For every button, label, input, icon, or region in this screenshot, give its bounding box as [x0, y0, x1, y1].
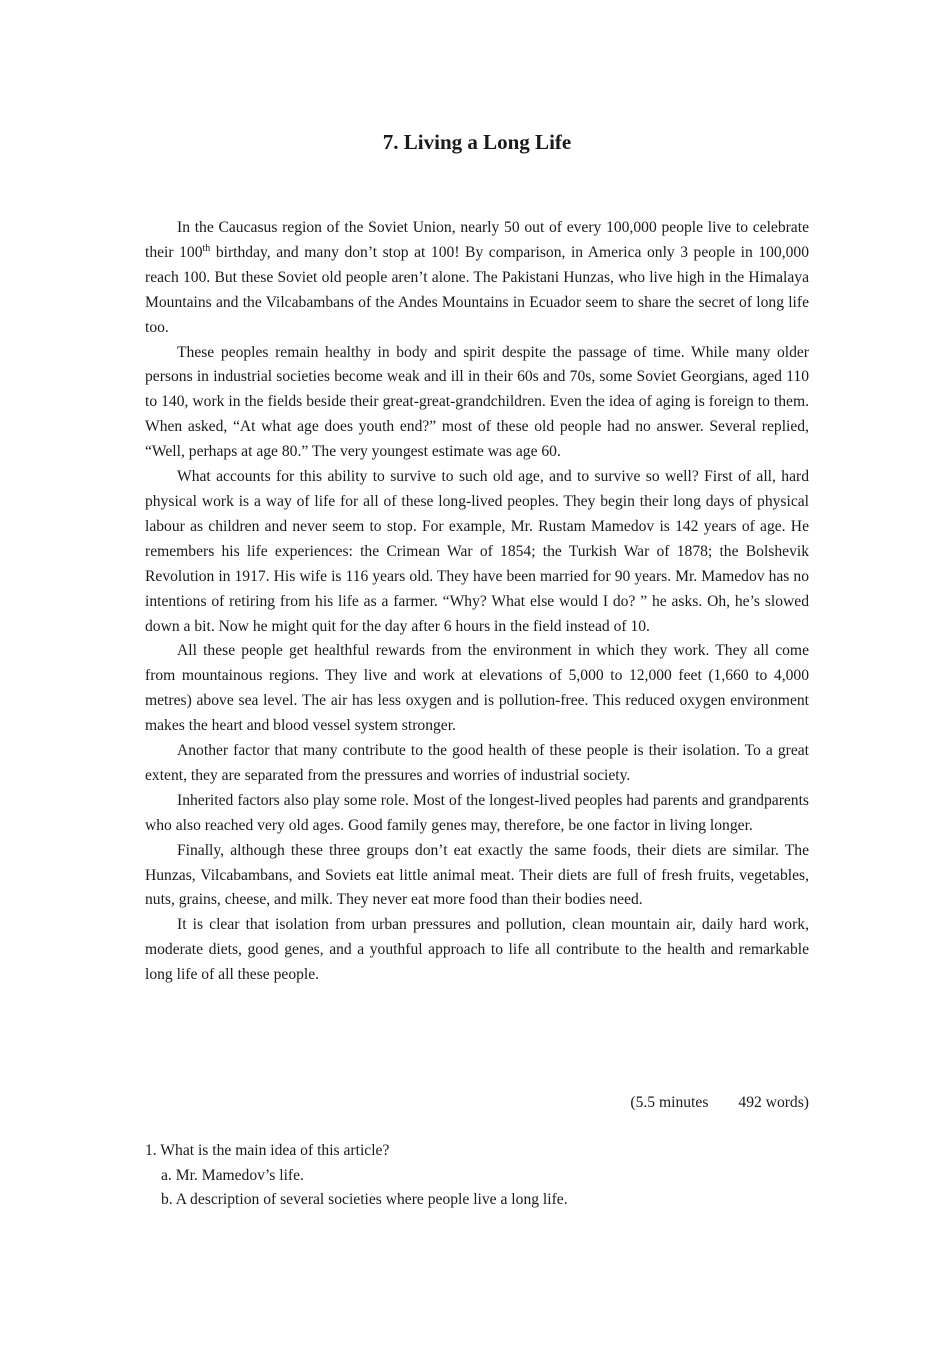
word-count: 492 words) [738, 1094, 809, 1111]
reading-stats [630, 1091, 809, 1115]
paragraph-4: All these people get healthful rewards from the environment in which they work. They all come from mountainous regions. They live and work at elevations of 5,000 to 12,000 feet (1,660 to 4,000 metres) above sea level. The air has less oxygen and is pollution-free. This reduced oxygen environment makes the heart and blood vessel system stronger. [145, 642, 809, 735]
paragraph-1-text-b: birthday, and many don’t stop at 100! By comparison, in America only 3 people in 100,000 reach 100. But these Soviet old people aren’t alone. The Pakistani Hunzas, who live high in the Himalaya Mountains and the Vilcabambans of the Andes Mountains in Ecuador seem to share the secret of long life too. [145, 243, 810, 336]
question-1-option-a: a. Mr. Mamedov’s life. [161, 1166, 304, 1184]
comprehension-questions [145, 1139, 809, 1213]
paragraph-3: What accounts for this ability to survive to such old age, and to survive so well? First of all, hard physical work is a way of life for all of these long-lived peoples. They begin their long days of physical labour as children and never seem to stop. For example, Mr. Rustam Mamedov is 142 years of age. He remembers his life experiences: the Crimean War of 1854; the Turkish War of 1878; the Bolshevik Revolution in 1917. His wife is 116 years old. They have been married for 90 years. Mr. Mamedov has no intentions of retiring from his life as a farmer. “Why? What else would I do? ” he asks. Oh, he’s slowed down a bit. Now he might quit for the day after 6 hours in the field instead of 10. [145, 468, 809, 635]
paragraph-1-text-a: In the Caucasus region of the Soviet Union, nearly 50 out of every 100,000 people live to celebrate their 100 [145, 219, 809, 261]
paragraph-7: Finally, although these three groups don’t eat exactly the same foods, their diets are similar. The Hunzas, Vilcabambans, and Soviets eat little animal meat. Their diets are full of fresh fruits, vegetables, nuts, grains, cheese, and milk. They never eat more food than their bodies need. [145, 841, 809, 909]
page-title: 7. Living a Long Life [382, 130, 572, 154]
reading-time: (5.5 minutes [630, 1094, 709, 1111]
paragraph-8: It is clear that isolation from urban pressures and pollution, clean mountain air, daily hard work, moderate diets, good genes, and a youthful approach to life all contribute to the health and remarkable long life of all these people. [145, 916, 809, 984]
paragraph-1 [145, 216, 809, 341]
paragraph-5: Another factor that many contribute to the good health of these people is their isolation. To a great extent, they are separated from the pressures and worries of industrial society. [145, 742, 809, 784]
ordinal-superscript: th [202, 242, 211, 254]
paragraph-2: These peoples remain healthy in body and spirit despite the passage of time. While many older persons in industrial societies become weak and ill in their 60s and 70s, some Soviet Georgians, aged 110 to 140, work in the fields beside their great-great-grandchildren. Even the idea of aging is foreign to them. When asked, “At what age does youth end?” most of these old people had no answer. Several replied, “Well, perhaps at age 80.” The very youngest estimate was age 60. [145, 343, 809, 461]
question-1-option-b: b. A description of several societies where people live a long life. [161, 1191, 568, 1208]
question-1: 1. What is the main idea of this article? [145, 1142, 390, 1159]
article-body [145, 216, 809, 988]
paragraph-6: Inherited factors also play some role. Most of the longest-lived peoples had parents and grandparents who also reached very old ages. Good family genes may, therefore, be one factor in living longer. [145, 791, 809, 834]
